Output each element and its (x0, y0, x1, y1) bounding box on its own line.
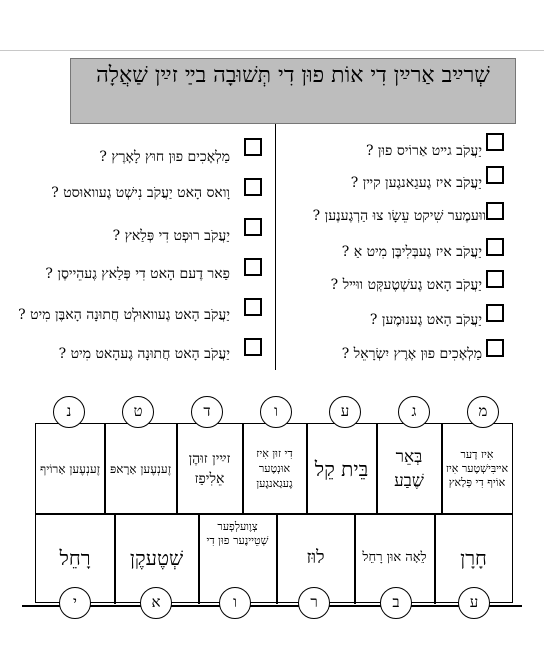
letter-circle-top-4: ו (260, 396, 292, 428)
question-right-1: יַעֲקֹב גײט אַרוֹיס פוּן ? (365, 143, 482, 159)
answer-box-right-4[interactable] (486, 238, 504, 256)
answer-box-right-7[interactable] (486, 339, 504, 357)
answer-grid (35, 423, 513, 603)
question-left-1: מַלְאָכִים פוּן חוּץ לָאָרֶץ ? (99, 149, 230, 165)
question-right-2: יַעֲקֹב איז גֶעגַאנגֶען קײן ? (350, 175, 482, 191)
letter-circle-bottom-2: ב (380, 587, 412, 619)
grid-cell-top-5: זײַין זוּהֶן אֵלִיפַז (188, 450, 231, 487)
grid-cell-bottom-6: רָחֵל (59, 546, 91, 570)
grid-cell-bottom-1: חָרָן (460, 546, 487, 570)
answer-box-right-1[interactable] (486, 133, 504, 151)
column-divider (275, 124, 276, 370)
question-left-3: יַעֲקֹב רוּפְט דִי פְּלַאץ ? (112, 228, 230, 244)
answer-box-left-6[interactable] (244, 338, 262, 356)
answer-box-left-1[interactable] (244, 138, 262, 156)
grid-cell-bottom-2: לֵאָה אוּן רָחֵל (362, 550, 427, 565)
letter-circle-bottom-1: ע (458, 587, 490, 619)
letter-circle-bottom-3: ר (298, 587, 330, 619)
answer-box-left-4[interactable] (244, 258, 262, 276)
question-right-6: יַעֲקֹב הָאט גֶענוּמֶען ? (369, 312, 482, 328)
letter-circle-bottom-4: ו (219, 587, 251, 619)
grid-cell-bottom-5: שְׁטֶעקֶן (129, 546, 184, 570)
question-right-5: יַעֲקֹב הָאט גֶעשְׁטֶעקְּט ווּײל ? (330, 277, 482, 293)
answer-box-right-2[interactable] (486, 166, 504, 184)
question-right-4: יַעֲקֹב איז גֶעבְּלִיבֶּן מִיט אַ ? (341, 244, 482, 260)
letter-circle-top-5: ד (191, 396, 223, 428)
bottom-rule (22, 605, 522, 607)
question-right-3: ווּעמֶער שִׁיקט עֵשָׂו צוּ הַרְגֶענֶען ? (312, 208, 486, 224)
letter-circle-bottom-6: י (59, 587, 91, 619)
letter-circle-top-7: נ (53, 396, 85, 428)
grid-cell-top-3: בֵּית קֵל (314, 456, 369, 481)
letter-circle-top-3: ע (329, 396, 361, 428)
question-left-6: יַעֲקֹב הָאט חֲתוּנָה גֶעהָאט מִיט ? (58, 346, 230, 362)
answer-box-left-2[interactable] (244, 178, 262, 196)
grid-cell-top-2: בְּאֵר שֶׁבַע (394, 446, 424, 491)
grid-cell-top-7: זֶענְעֶען אַרוֹיף (39, 461, 101, 476)
page-top-rule (0, 50, 544, 51)
question-left-5: יַעֲקֹב הָאט גֶעוואוּלְט חֲתוּנָה הָאבֶּן מִיט ? (18, 307, 230, 323)
letter-circle-top-1: מ (467, 396, 499, 428)
grid-cell-top-6: זֶענְעֶען אַרָאפּ (109, 461, 172, 476)
question-left-4: פַאר דֶעם הָאט דִי פְּלַאץ גֶעהֵייסֶן ? (45, 266, 230, 282)
answer-box-right-5[interactable] (486, 270, 504, 288)
grid-cell-top-4: דִי זוּן אִיז אוּנְטֶער גֶעגַאנגֶען (256, 447, 293, 490)
letter-circle-top-2: ג (398, 396, 430, 428)
answer-box-left-5[interactable] (244, 298, 262, 316)
grid-cell-bottom-4: צְוֶועלְפְער שְׁטֵיינֶער פוּן דִי (206, 520, 269, 547)
letter-circle-top-6: ט (122, 396, 154, 428)
grid-cell-bottom-3: לוּז (306, 547, 325, 568)
letter-circle-bottom-5: א (140, 587, 172, 619)
answer-box-left-3[interactable] (244, 218, 262, 236)
grid-cell-top-1: אִיז דָער אײבִּישְׁטֶער אִיז אוֹיף דִי פְּלַאץ (445, 447, 509, 489)
answer-box-right-6[interactable] (486, 304, 504, 322)
answer-box-right-3[interactable] (486, 202, 504, 220)
page-title: שְׁרײַב אַרײַן דִי אוֹת פוּן דִי תְּשׁוּבָה בײַ זײַן שַׁאֲלָה (70, 58, 516, 124)
question-right-7: מַלְאָכִים פוּן אֶרֶץ יִשְׂרָאֵל ? (341, 346, 482, 362)
question-left-2: וָואס הָאט יַעֲקֹב נִישְׁט גֶעוואוּסט ? (51, 185, 230, 201)
